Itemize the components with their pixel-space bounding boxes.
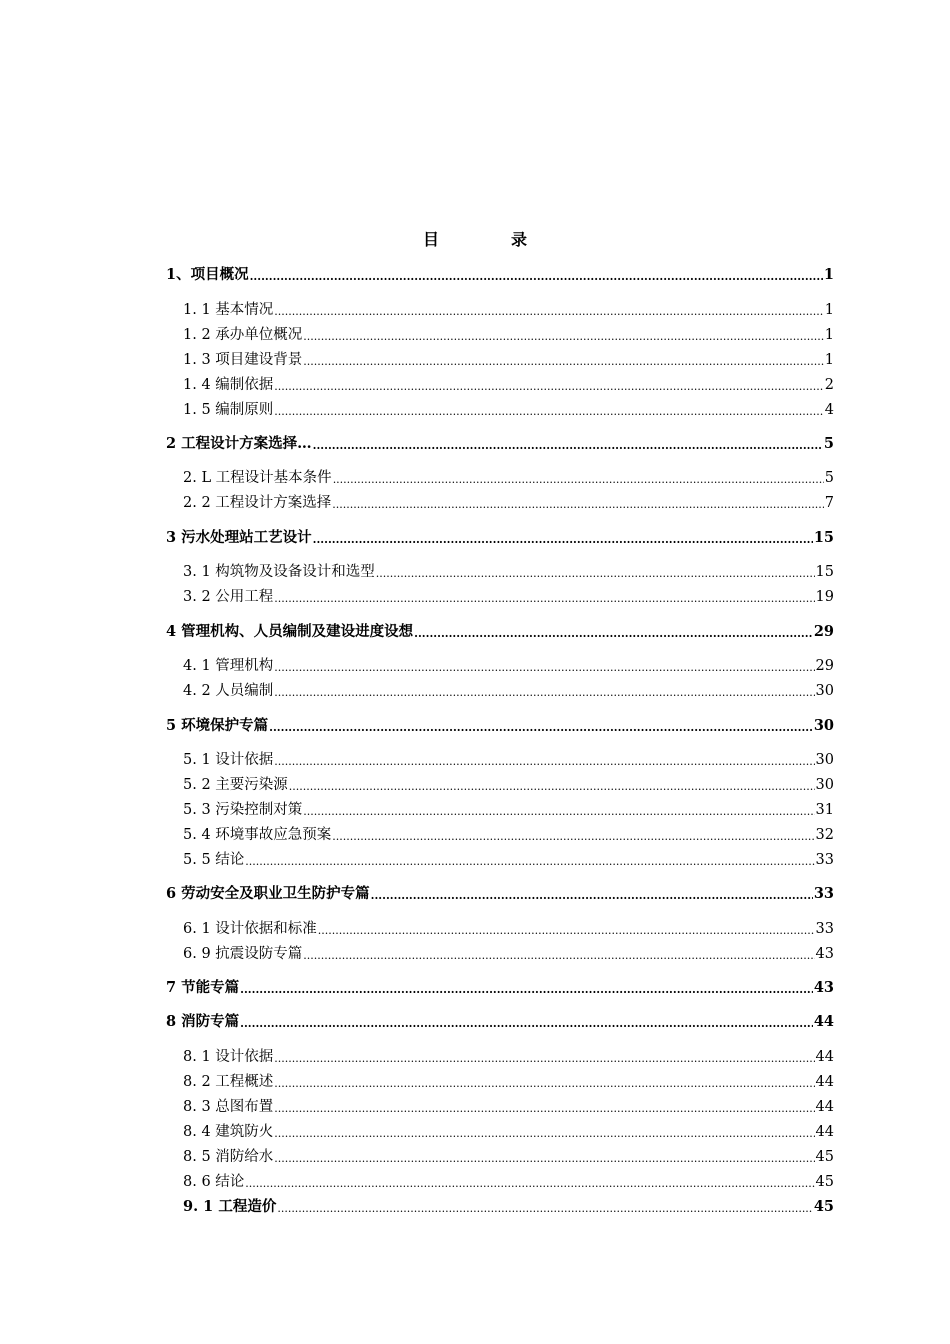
toc-page-number: 30 bbox=[815, 752, 834, 768]
dot-leader bbox=[303, 329, 823, 345]
dot-leader bbox=[274, 1101, 814, 1117]
toc-entry-label: 8. 3 总图布置 bbox=[183, 1099, 274, 1115]
toc-section[interactable] bbox=[166, 1145, 834, 1167]
toc-section[interactable] bbox=[166, 654, 834, 676]
toc-page-number: 15 bbox=[815, 564, 834, 580]
dot-leader bbox=[274, 379, 823, 395]
dot-leader bbox=[274, 660, 814, 676]
dot-leader bbox=[274, 404, 823, 420]
toc-page-number: 1 bbox=[823, 266, 834, 283]
dot-leader bbox=[414, 626, 813, 642]
dot-leader bbox=[274, 1151, 814, 1167]
toc-section[interactable] bbox=[166, 848, 834, 870]
dot-leader bbox=[332, 829, 814, 845]
toc-entry-label: 4. 2 人员编制 bbox=[183, 683, 274, 699]
toc-section[interactable] bbox=[166, 1120, 834, 1142]
toc-entry-label: 3. 2 公用工程 bbox=[183, 589, 274, 605]
toc-section[interactable] bbox=[166, 1045, 834, 1067]
toc-chapter[interactable] bbox=[166, 1010, 834, 1032]
dot-leader bbox=[240, 1016, 813, 1032]
toc-page-number: 29 bbox=[813, 623, 834, 640]
toc-section[interactable] bbox=[166, 373, 834, 395]
toc-section[interactable] bbox=[166, 748, 834, 770]
toc-page-number: 7 bbox=[824, 495, 834, 511]
dot-leader bbox=[245, 854, 814, 870]
toc-chapter[interactable] bbox=[166, 526, 834, 548]
toc-entry-label: 5. 2 主要污染源 bbox=[183, 777, 288, 793]
toc-entry-label: 2 工程设计方案选择… bbox=[166, 435, 312, 452]
toc-section[interactable] bbox=[166, 773, 834, 795]
toc-entry-label: 3 污水处理站工艺设计 bbox=[166, 529, 312, 546]
toc-section[interactable] bbox=[166, 1195, 834, 1217]
dot-leader bbox=[274, 685, 814, 701]
dot-leader bbox=[333, 472, 824, 488]
toc-section[interactable] bbox=[166, 1170, 834, 1192]
toc-page-number: 33 bbox=[815, 852, 834, 868]
dot-leader bbox=[303, 354, 823, 370]
toc-entry-label: 1、项目概况 bbox=[166, 266, 249, 283]
toc-entry-label: 1. 3 项目建设背景 bbox=[183, 352, 303, 368]
toc-entry-label: 8. 4 建筑防火 bbox=[183, 1124, 274, 1140]
toc-chapter[interactable] bbox=[166, 263, 834, 285]
dot-leader bbox=[303, 804, 814, 820]
toc-entry-label: 8. 1 设计依据 bbox=[183, 1049, 274, 1065]
toc-entry-label: 6 劳动安全及职业卫生防护专篇 bbox=[166, 885, 370, 902]
toc-section[interactable] bbox=[166, 323, 834, 345]
toc-entry-label: 8. 5 消防给水 bbox=[183, 1149, 274, 1165]
dot-leader bbox=[289, 779, 815, 795]
toc-section[interactable] bbox=[166, 679, 834, 701]
toc-page-number: 31 bbox=[815, 802, 834, 818]
toc-entry-label: 6. 9 抗震设防专篇 bbox=[183, 946, 303, 962]
toc-page-number: 43 bbox=[815, 946, 834, 962]
dot-leader bbox=[274, 1051, 814, 1067]
toc-chapter[interactable] bbox=[166, 620, 834, 642]
toc-page-number: 5 bbox=[823, 435, 834, 452]
page-title: 目 录 bbox=[422, 230, 555, 249]
toc-page-number: 5 bbox=[824, 470, 834, 486]
toc-entry-label: 7 节能专篇 bbox=[166, 979, 240, 996]
toc-section[interactable] bbox=[166, 585, 834, 607]
toc-page-number: 33 bbox=[815, 921, 834, 937]
toc-section[interactable] bbox=[166, 560, 834, 582]
toc-entry-label: 8 消防专篇 bbox=[166, 1013, 240, 1030]
dot-leader bbox=[250, 269, 823, 285]
toc-page-number: 15 bbox=[813, 529, 834, 546]
toc-entry-label: 1. 4 编制依据 bbox=[183, 377, 274, 393]
toc-page-number: 33 bbox=[813, 885, 834, 902]
toc-page-number: 43 bbox=[813, 979, 834, 996]
dot-leader bbox=[318, 923, 815, 939]
toc-entry-label: 2. 2 工程设计方案选择 bbox=[183, 495, 332, 511]
toc-entry-label: 6. 1 设计依据和标准 bbox=[183, 921, 317, 937]
toc-page-number: 44 bbox=[815, 1049, 834, 1065]
toc-page-number: 44 bbox=[815, 1099, 834, 1115]
toc-page-number: 45 bbox=[815, 1174, 834, 1190]
toc-page-number: 1 bbox=[824, 327, 834, 343]
toc-section[interactable] bbox=[166, 398, 834, 420]
dot-leader bbox=[274, 1076, 814, 1092]
toc-entry-label: 8. 2 工程概述 bbox=[183, 1074, 274, 1090]
dot-leader bbox=[274, 1126, 814, 1142]
toc-section[interactable] bbox=[166, 348, 834, 370]
toc-section[interactable] bbox=[166, 491, 834, 513]
toc-entry-label: 5. 3 污染控制对策 bbox=[183, 802, 303, 818]
dot-leader bbox=[240, 982, 813, 998]
dot-leader bbox=[313, 438, 823, 454]
toc-section[interactable] bbox=[166, 823, 834, 845]
toc-entry-label: 5. 5 结论 bbox=[183, 852, 245, 868]
toc-page-number: 44 bbox=[815, 1074, 834, 1090]
toc-entry-label: 1. 2 承办单位概况 bbox=[183, 327, 303, 343]
toc-section[interactable] bbox=[166, 1070, 834, 1092]
toc-chapter[interactable] bbox=[166, 432, 834, 454]
dot-leader bbox=[313, 532, 813, 548]
toc-page-number: 1 bbox=[824, 352, 834, 368]
toc-page-number: 44 bbox=[815, 1124, 834, 1140]
toc-page-number: 44 bbox=[813, 1013, 834, 1030]
toc-chapter[interactable] bbox=[166, 976, 834, 998]
toc-entry-label: 4 管理机构、人员编制及建设进度设想 bbox=[166, 623, 414, 640]
toc-page-number: 30 bbox=[813, 717, 834, 734]
toc-entry-label: 8. 6 结论 bbox=[183, 1174, 245, 1190]
toc-page-number: 30 bbox=[815, 683, 834, 699]
toc-chapter[interactable] bbox=[166, 882, 834, 904]
toc-page-number: 2 bbox=[824, 377, 834, 393]
dot-leader bbox=[371, 888, 813, 904]
dot-leader bbox=[269, 720, 813, 736]
toc-section[interactable] bbox=[166, 917, 834, 939]
dot-leader bbox=[274, 304, 823, 320]
dot-leader bbox=[277, 1201, 812, 1217]
dot-leader bbox=[303, 948, 814, 964]
toc-entry-label: 1. 5 编制原则 bbox=[183, 402, 274, 418]
toc-page-number: 1 bbox=[824, 302, 834, 318]
toc-entry-label: 5. 4 环境事故应急预案 bbox=[183, 827, 332, 843]
dot-leader bbox=[274, 754, 814, 770]
toc-section[interactable] bbox=[166, 798, 834, 820]
toc-entry-label: 5 环境保护专篇 bbox=[166, 717, 269, 734]
toc-page-number: 32 bbox=[815, 827, 834, 843]
toc-entry-label: 1. 1 基本情况 bbox=[183, 302, 274, 318]
toc-section[interactable] bbox=[166, 466, 834, 488]
toc-section[interactable] bbox=[166, 298, 834, 320]
toc-chapter[interactable] bbox=[166, 714, 834, 736]
toc-page-number: 30 bbox=[815, 777, 834, 793]
dot-leader bbox=[245, 1176, 814, 1192]
toc-entry-label: 3. 1 构筑物及设备设计和选型 bbox=[183, 564, 375, 580]
toc-section[interactable] bbox=[166, 942, 834, 964]
dot-leader bbox=[332, 497, 823, 513]
toc-section[interactable] bbox=[166, 1095, 834, 1117]
toc-page-number: 19 bbox=[815, 589, 834, 605]
toc-entry-label: 2. L 工程设计基本条件 bbox=[183, 470, 332, 486]
toc-entry-label: 4. 1 管理机构 bbox=[183, 658, 274, 674]
dot-leader bbox=[376, 566, 815, 582]
dot-leader bbox=[274, 591, 814, 607]
toc-page-number: 4 bbox=[824, 402, 834, 418]
toc-page-number: 29 bbox=[815, 658, 834, 674]
toc-page-number: 45 bbox=[815, 1149, 834, 1165]
toc-entry-label: 5. 1 设计依据 bbox=[183, 752, 274, 768]
toc-entry-label: 9. 1 工程造价 bbox=[183, 1198, 277, 1215]
toc-page-number: 45 bbox=[813, 1198, 834, 1215]
